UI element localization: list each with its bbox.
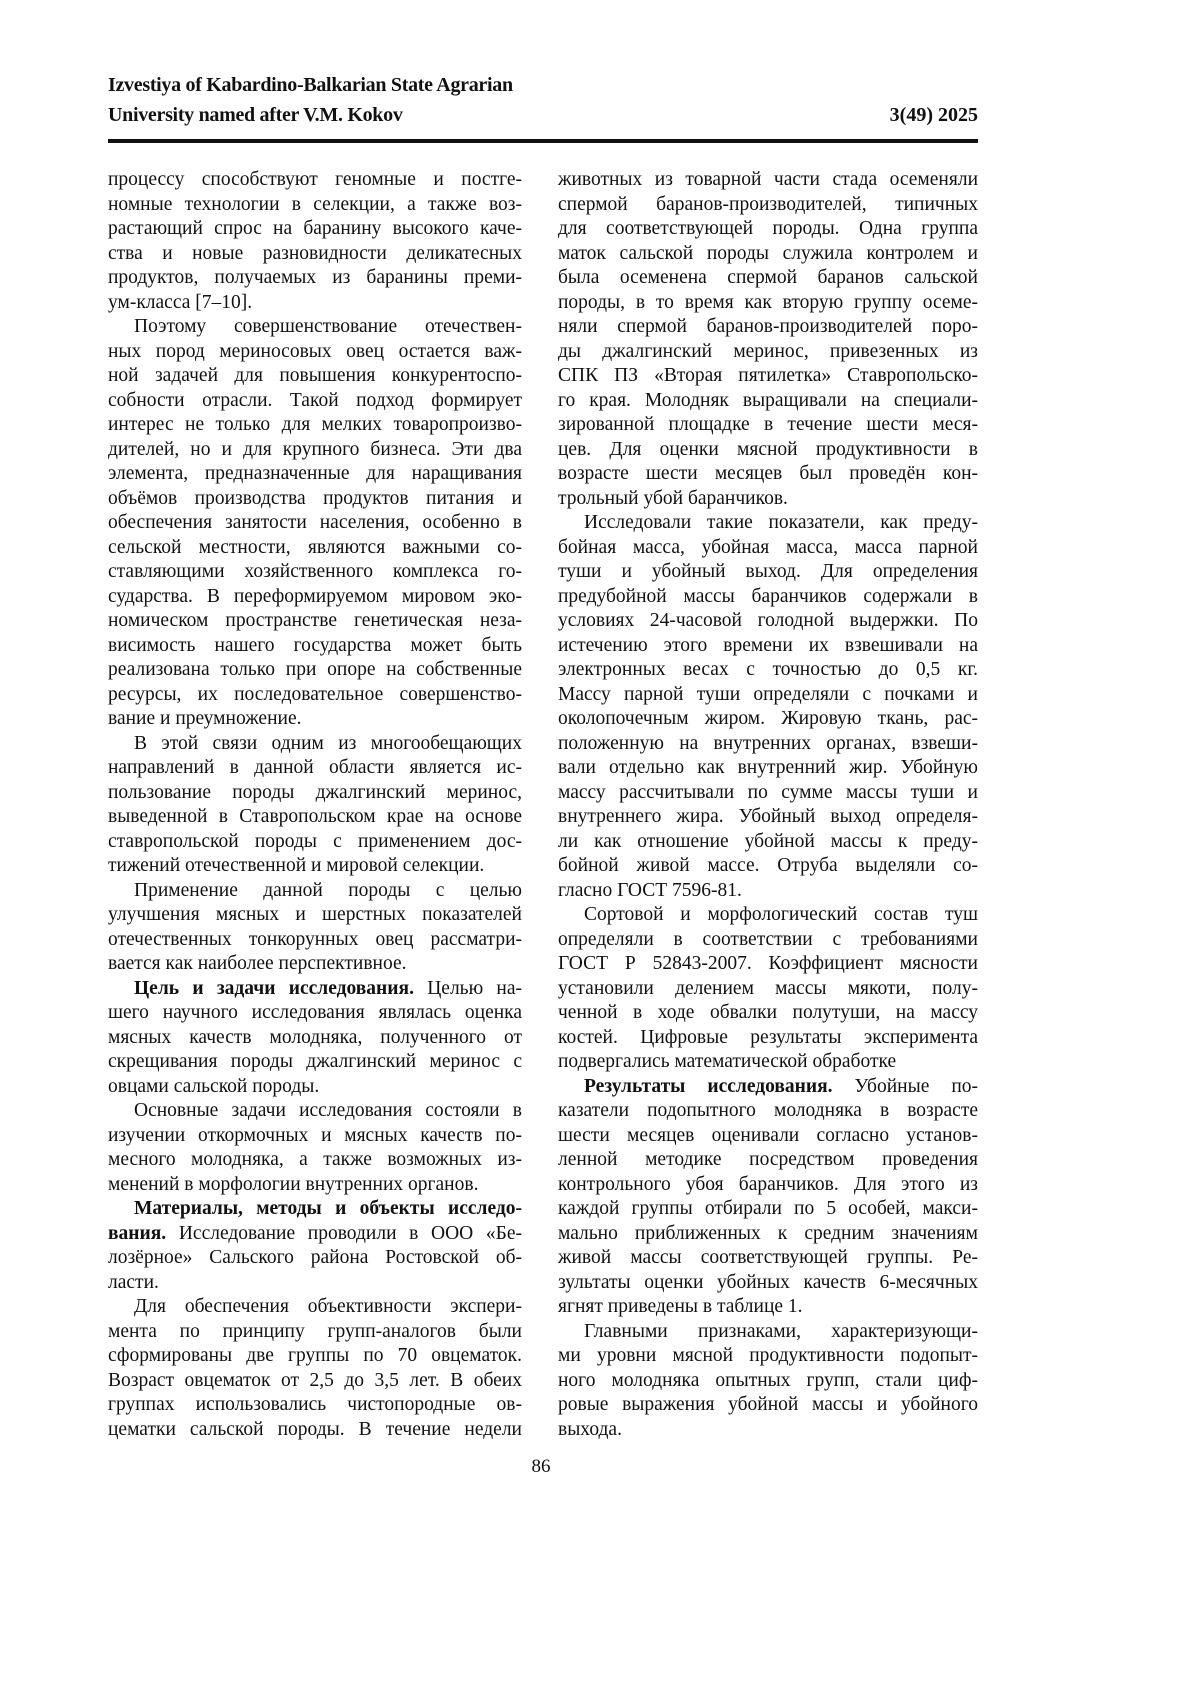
text-line: сельской местности, являются важными со- <box>108 536 522 561</box>
text-line: околопочечным жиром. Жировую ткань, рас- <box>558 707 978 732</box>
text-line: го края. Молодняк выращивали на специали- <box>558 389 978 414</box>
text-line: мясных качеств молодняка, полученного от <box>108 1026 522 1051</box>
left-column <box>108 168 522 1442</box>
section-heading: Материалы, методы и объекты исследо- <box>134 1198 522 1219</box>
text-line: условиях 24-часовой голодной выдержки. По <box>558 609 978 634</box>
text-line: ного молодняка опытных групп, стали циф- <box>558 1369 978 1394</box>
text-line: выхода. <box>558 1418 978 1443</box>
text-line: зированной площадке в течение шести меся- <box>558 413 978 438</box>
text-line <box>558 1075 978 1100</box>
text-line: цематки сальской породы. В течение недели <box>108 1418 522 1443</box>
text-line: Применение данной породы с целью <box>108 879 522 904</box>
paragraph <box>108 879 522 977</box>
section-heading: вания. <box>108 1223 166 1244</box>
text-line: сформированы две группы по 70 овцематок. <box>108 1344 522 1369</box>
text-line: Поэтому совершенствование отечествен- <box>108 315 522 340</box>
text-line: улучшения мясных и шерстных показателей <box>108 903 522 928</box>
paragraph <box>558 1075 978 1320</box>
text-line: сударства. В переформируемом мировом эко- <box>108 585 522 610</box>
text-line: для соответствующей породы. Одна группа <box>558 217 978 242</box>
text-line: ства и новые разновидности деликатесных <box>108 242 522 267</box>
text-line: ласти. <box>108 1271 522 1296</box>
text-line: ГОСТ Р 52843-2007. Коэффициент мясности <box>558 952 978 977</box>
text-line: тижений отечественной и мировой селекции. <box>108 854 522 879</box>
text-line: электронных весах с точностью до 0,5 кг. <box>558 658 978 683</box>
paragraph <box>108 732 522 879</box>
text-line: отечественных тонкорунных овец рассматри- <box>108 928 522 953</box>
text-line: Возраст овцематок от 2,5 до 3,5 лет. В обеих <box>108 1369 522 1394</box>
text-line: установили делением массы мякоти, полу- <box>558 977 978 1002</box>
text-line: номическом пространстве генетическая неза- <box>108 609 522 634</box>
text-line: ровые выражения убойной массы и убойного <box>558 1393 978 1418</box>
text-line: ставляющими хозяйственного комплекса го- <box>108 560 522 585</box>
text-line: Для обеспечения объективности экспери- <box>108 1295 522 1320</box>
text-line: шести месяцев оценивали согласно установ- <box>558 1124 978 1149</box>
text-line: зультаты оценки убойных качеств 6-месячных <box>558 1271 978 1296</box>
text-line: живой массы соответствующей группы. Ре- <box>558 1246 978 1271</box>
paragraph <box>558 168 978 511</box>
paragraph <box>108 1295 522 1442</box>
text-line: животных из товарной части стада осеменяли <box>558 168 978 193</box>
paragraph <box>558 1320 978 1443</box>
text-run: Целью на- <box>414 978 522 999</box>
text-line <box>108 1222 522 1247</box>
paragraph <box>108 168 522 315</box>
text-line: была осеменена спермой баранов сальской <box>558 266 978 291</box>
text-line: процессу способствуют геномные и постге- <box>108 168 522 193</box>
text-line: группах использовались чистопородные ов- <box>108 1393 522 1418</box>
paragraph <box>108 1099 522 1197</box>
text-line: элемента, предназначенные для наращивания <box>108 462 522 487</box>
page-number: 86 <box>0 1456 1082 1478</box>
text-line: няли спермой баранов-производителей поро- <box>558 315 978 340</box>
text-line: выведенной в Ставропольском крае на основе <box>108 805 522 830</box>
text-line: ресурсы, их последовательное совершенство- <box>108 683 522 708</box>
text-line: реализована только при опоре на собственные <box>108 658 522 683</box>
text-line: лозёрное» Сальского района Ростовской об- <box>108 1246 522 1271</box>
section-heading: Результаты исследования. <box>584 1076 833 1097</box>
issue-number: 3(49) 2025 <box>890 104 978 127</box>
paragraph <box>558 511 978 903</box>
text-line: казатели подопытного молодняка в возрасте <box>558 1099 978 1124</box>
text-line: контрольного убоя баранчиков. Для этого из <box>558 1173 978 1198</box>
text-line: бойной живой массе. Отруба выделяли со- <box>558 854 978 879</box>
text-line: массу рассчитывали по сумме массы туши и <box>558 781 978 806</box>
text-line: дителей, но и для крупного бизнеса. Эти два <box>108 438 522 463</box>
text-line: вали отдельно как внутренний жир. Убойную <box>558 756 978 781</box>
text-line: Сортовой и морфологический состав туш <box>558 903 978 928</box>
right-column <box>558 168 978 1442</box>
text-line: внутреннего жира. Убойный выход определя- <box>558 805 978 830</box>
text-line <box>108 977 522 1002</box>
text-line: ды джалгинский меринос, привезенных из <box>558 340 978 365</box>
text-line: растающий спрос на баранину высокого каче- <box>108 217 522 242</box>
text-line: туши и убойный выход. Для определения <box>558 560 978 585</box>
text-line: ленной методике посредством проведения <box>558 1148 978 1173</box>
section-heading: Цель и задачи исследования. <box>134 978 414 999</box>
text-run: Убойные по- <box>833 1076 978 1097</box>
text-line: положенную на внутренних органах, взвеши- <box>558 732 978 757</box>
text-line: определяли в соответствии с требованиями <box>558 928 978 953</box>
text-run: Исследование проводили в ООО «Бе- <box>166 1223 522 1244</box>
text-line: ли как отношение убойной массы к преду- <box>558 830 978 855</box>
text-line: направлений в данной области является ис- <box>108 756 522 781</box>
text-line: вание и преумножение. <box>108 707 522 732</box>
text-line: подвергались математической обработке <box>558 1050 978 1075</box>
text-line: объёмов производства продуктов питания и <box>108 487 522 512</box>
text-line: СПК ПЗ «Вторая пятилетка» Ставропольско- <box>558 364 978 389</box>
text-line: возрасте шести месяцев был проведён кон- <box>558 462 978 487</box>
text-line <box>108 1197 522 1222</box>
text-line: Основные задачи исследования состояли в <box>108 1099 522 1124</box>
text-line: каждой группы отбирали по 5 особей, макси- <box>558 1197 978 1222</box>
text-line: номные технологии в селекции, а также воз- <box>108 193 522 218</box>
text-line: менений в морфологии внутренних органов. <box>108 1173 522 1198</box>
text-line: месного молодняка, а также возможных из- <box>108 1148 522 1173</box>
text-line: мально приближенных к средним значениям <box>558 1222 978 1247</box>
text-line: ных пород мериносовых овец остается важ- <box>108 340 522 365</box>
journal-title-line-2: University named after V.M. Kokov <box>108 104 978 127</box>
text-line: Исследовали такие показатели, как преду- <box>558 511 978 536</box>
text-line: Главными признаками, характеризующи- <box>558 1320 978 1345</box>
text-line: шего научного исследования являлась оценка <box>108 1001 522 1026</box>
text-line: скрещивания породы джалгинский меринос с <box>108 1050 522 1075</box>
text-line: истечению этого времени их взвешивали на <box>558 634 978 659</box>
text-line: ягнят приведены в таблице 1. <box>558 1295 978 1320</box>
text-line: цев. Для оценки мясной продуктивности в <box>558 438 978 463</box>
text-line: ум-класса [7–10]. <box>108 291 522 316</box>
text-line: трольный убой баранчиков. <box>558 487 978 512</box>
journal-title-line-1: Izvestiya of Kabardino-Balkarian State Agrarian <box>108 74 978 97</box>
text-line: ставропольской породы с применением дос- <box>108 830 522 855</box>
text-line: породы, в то время как вторую группу осеме- <box>558 291 978 316</box>
text-line: гласно ГОСТ 7596-81. <box>558 879 978 904</box>
text-line: пользование породы джалгинский меринос, <box>108 781 522 806</box>
text-line: спермой баранов-производителей, типичных <box>558 193 978 218</box>
paragraph <box>558 903 978 1075</box>
text-line: мента по принципу групп-аналогов были <box>108 1320 522 1345</box>
text-line: ми уровни мясной продуктивности подопыт- <box>558 1344 978 1369</box>
text-line: костей. Цифровые результаты эксперимента <box>558 1026 978 1051</box>
text-line: овцами сальской породы. <box>108 1075 522 1100</box>
text-line: продуктов, получаемых из баранины преми- <box>108 266 522 291</box>
text-line: ной задачей для повышения конкурентоспо- <box>108 364 522 389</box>
text-line: маток сальской породы служила контролем и <box>558 242 978 267</box>
paragraph <box>108 977 522 1100</box>
text-line: обеспечения занятости населения, особенно в <box>108 511 522 536</box>
text-line: Массу парной туши определяли с почками и <box>558 683 978 708</box>
header-rule <box>108 139 978 143</box>
text-line: собности отрасли. Такой подход формирует <box>108 389 522 414</box>
text-line: В этой связи одним из многообещающих <box>108 732 522 757</box>
text-line: предубойной массы баранчиков содержали в <box>558 585 978 610</box>
text-line: ченной в ходе обвалки полутуши, на массу <box>558 1001 978 1026</box>
paragraph <box>108 315 522 732</box>
paragraph <box>108 1197 522 1295</box>
text-line: бойная масса, убойная масса, масса парной <box>558 536 978 561</box>
text-line: висимость нашего государства может быть <box>108 634 522 659</box>
text-line: вается как наиболее перспективное. <box>108 952 522 977</box>
text-line: интерес не только для мелких товаропроизво- <box>108 413 522 438</box>
text-line: изучении откормочных и мясных качеств по- <box>108 1124 522 1149</box>
